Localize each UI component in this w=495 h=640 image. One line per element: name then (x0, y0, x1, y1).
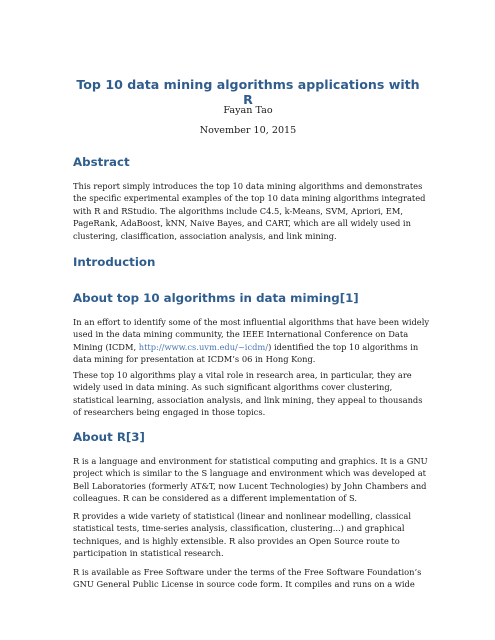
paragraph-line: widely used in data mining. As such significant algorithms cover clustering, (73, 382, 393, 393)
abstract-heading: Abstract (73, 155, 130, 169)
paragraph-line: R provides a wide variety of statistical (linear and nonlinear modelling, classical (73, 511, 412, 521)
about-r-paragraph-3 (73, 566, 429, 591)
paragraph-line: data mining for presentation at ICDM’s 06 in Hong Kong. (73, 354, 316, 365)
paragraph-line: project which is similar to the S language and environment which was developed at (73, 468, 427, 479)
paragraph-line: techniques, and is highly extensible. R also provides an Open Source route to (73, 535, 400, 546)
abstract-line: the specific experimental examples of the top 10 data mining algorithms integrated (73, 193, 426, 204)
paragraph-line: In an effort to identify some of the most influential algorithms that have been widely (73, 317, 430, 327)
paragraph-line: colleagues. R can be considered as a different implementation of S. (73, 493, 358, 504)
paragraph-line: used in the data mining community, the IEEE International Conference on Data (73, 329, 409, 340)
paragraph-line: participation in statistical research. (73, 548, 224, 559)
document-date: November 10, 2015 (199, 125, 297, 136)
paragraph-line: GNU General Public License in source code form. It compiles and runs on a wide (73, 579, 415, 590)
icdm-link[interactable]: http://www.cs.uvm.edu/~icdm/ (138, 341, 269, 352)
about-r-heading: About R[3] (73, 430, 145, 444)
paragraph-line: R is a language and environment for statistical computing and graphics. It is a GNU (73, 456, 428, 466)
about-r-paragraph-1 (73, 455, 429, 505)
abstract-line: PageRank, AdaBoost, kNN, Naive Bayes, and CART, which are all widely used in (73, 218, 411, 229)
document-title: Top 10 data mining algorithms applications with R (76, 77, 420, 107)
line-text: Mining (ICDM, (73, 341, 139, 352)
abstract-line: with R and RStudio. The algorithms include C4.5, k-Means, SVM, Apriori, EM, (73, 205, 403, 216)
document-author: Fayan Tao (223, 105, 273, 116)
paragraph-line: of researchers being engaged in those topics. (73, 407, 266, 418)
paragraph-line: statistical tests, time-series analysis, classification, clustering...) and graphical (73, 523, 405, 534)
paragraph-line: These top 10 algorithms play a vital role in research area, in particular, they are (73, 370, 412, 380)
introduction-heading: Introduction (73, 255, 156, 269)
paragraph-line: statistical learning, association analysis, and link mining, they appeal to thousands (73, 394, 423, 405)
abstract-line: This report simply introduces the top 10 data mining algorithms and demonstrates (73, 181, 423, 191)
about-top10-paragraph-2 (73, 369, 429, 419)
about-top10-heading: About top 10 algorithms in data miming[1] (73, 291, 359, 305)
paragraph-line: Bell Laboratories (formerly AT&T, now Lucent Technologies) by John Chambers and (73, 480, 427, 491)
paragraph-line: R is available as Free Software under the terms of the Free Software Foundation’s (73, 567, 422, 577)
paragraph-line (73, 341, 429, 353)
line-text: ) identified the top 10 algorithms in (268, 341, 419, 352)
about-top10-paragraph-1 (73, 316, 429, 366)
about-r-paragraph-2 (73, 510, 429, 560)
abstract-line: clustering, clasiffication, association analysis, and link mining. (73, 230, 337, 241)
abstract-paragraph (73, 180, 429, 242)
